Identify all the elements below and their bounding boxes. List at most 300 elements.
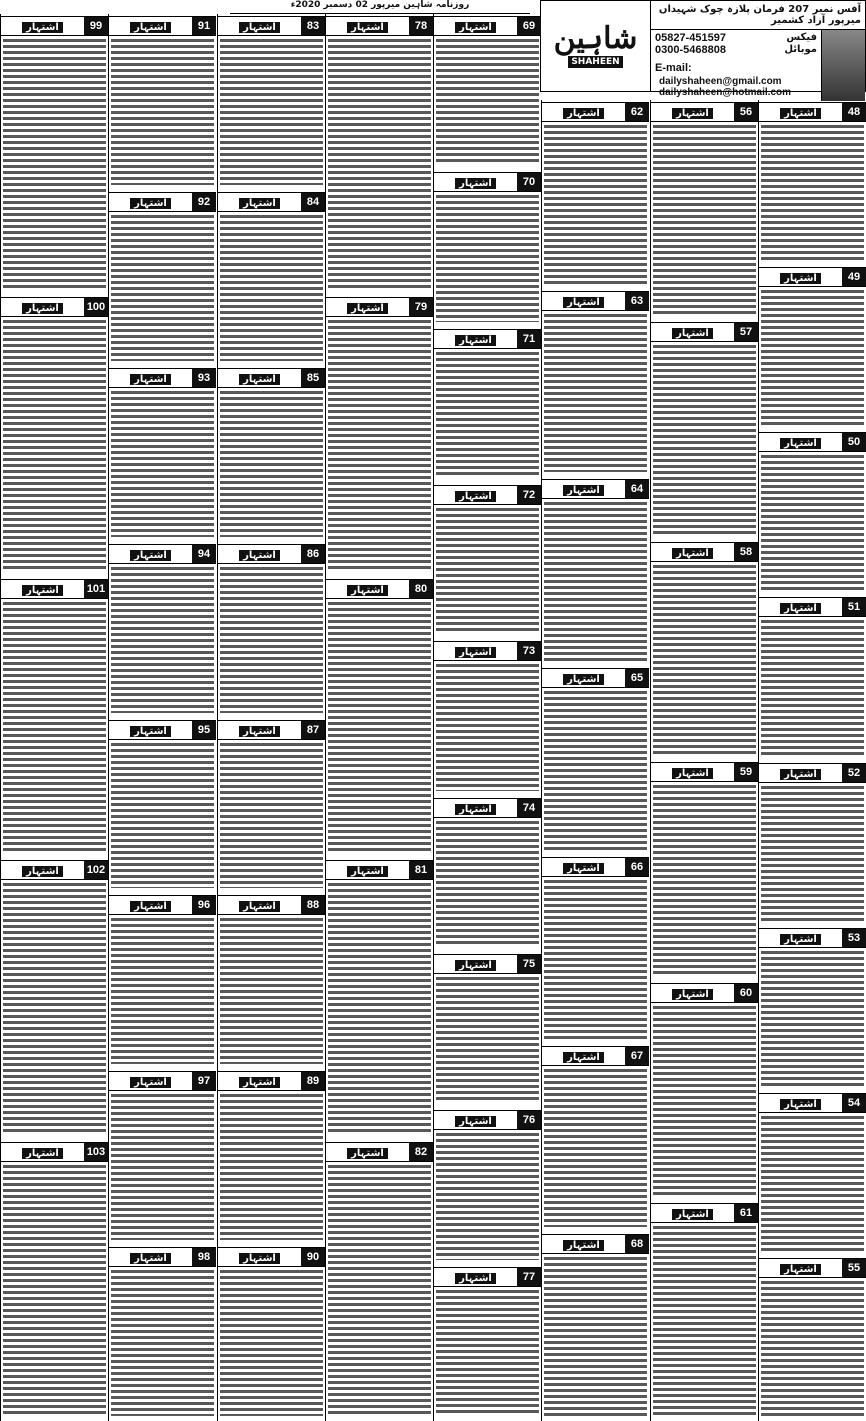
notice-label: اشتہار xyxy=(780,934,821,945)
mobile-row xyxy=(655,44,817,56)
notice-label: اشتہار xyxy=(563,674,604,685)
notice-header xyxy=(218,544,325,564)
notice-number: 72 xyxy=(517,486,541,504)
notice-body-text xyxy=(328,883,431,1134)
notice-header xyxy=(326,860,433,880)
notice-body-text xyxy=(761,620,864,755)
notice-label: اشتہار xyxy=(455,960,496,971)
notice-title xyxy=(109,547,192,561)
notice-label: اشتہار xyxy=(347,303,388,314)
notice-title xyxy=(759,1096,842,1110)
notice-title xyxy=(109,195,192,209)
notice-body-text xyxy=(544,502,647,661)
notice-body-text xyxy=(328,1165,431,1416)
notice-number: 67 xyxy=(625,1047,649,1065)
notice-body-text xyxy=(544,314,647,473)
notice-number: 58 xyxy=(734,543,758,561)
notice-number: 95 xyxy=(192,721,216,739)
notice-number: 94 xyxy=(192,545,216,563)
notice-label: اشتہار xyxy=(239,726,280,737)
notice-header xyxy=(759,432,866,452)
notice-label: اشتہار xyxy=(130,198,171,209)
notice-body-text xyxy=(111,391,214,537)
notice-label: اشتہار xyxy=(347,585,388,596)
notice-block xyxy=(1,858,108,1139)
notice-label: اشتہار xyxy=(455,22,496,33)
notice-title xyxy=(109,1074,192,1088)
notice-number: 53 xyxy=(842,929,866,947)
notice-body-text xyxy=(761,1116,864,1251)
notice-body-text xyxy=(653,1006,756,1196)
notice-body-text xyxy=(220,215,323,361)
notice-header xyxy=(218,1071,325,1091)
notice-title xyxy=(109,19,192,33)
notice-number: 88 xyxy=(301,896,325,914)
notice-number: 63 xyxy=(625,292,649,310)
notice-block xyxy=(434,1265,541,1421)
notice-number: 52 xyxy=(842,764,866,782)
notice-body-text xyxy=(220,39,323,185)
notice-block xyxy=(326,858,433,1139)
notice-label: اشتہار xyxy=(347,866,388,877)
notice-header xyxy=(759,1093,866,1113)
notice-block xyxy=(542,289,649,478)
email-list xyxy=(655,75,817,99)
notice-header xyxy=(434,329,541,349)
notice-block xyxy=(218,1069,325,1245)
notice-block xyxy=(651,540,758,760)
notice-block xyxy=(434,639,541,795)
office-address: آفس نمبر 207 فرمان پلازہ چوک شہیداں میرپور آزاد کشمیر xyxy=(651,1,865,30)
notice-header xyxy=(109,720,216,740)
notice-number: 56 xyxy=(734,103,758,121)
notice-label: اشتہار xyxy=(563,108,604,119)
contact-body xyxy=(651,30,865,101)
notice-body-text xyxy=(220,391,323,537)
notice-block xyxy=(651,760,758,980)
notice-title xyxy=(651,1206,734,1220)
notice-title xyxy=(651,325,734,339)
notice-number: 66 xyxy=(625,858,649,876)
notice-number: 54 xyxy=(842,1094,866,1112)
notice-header xyxy=(542,857,649,877)
notice-title xyxy=(651,986,734,1000)
notice-header xyxy=(542,479,649,499)
notice-block xyxy=(759,595,866,760)
notice-header xyxy=(651,983,758,1003)
notice-title xyxy=(109,371,192,385)
notice-title xyxy=(434,332,517,346)
mobile-label: موبائل xyxy=(784,44,817,55)
notice-title xyxy=(759,600,842,614)
notice-body-text xyxy=(328,320,431,571)
notice-block xyxy=(434,327,541,483)
notice-title xyxy=(1,582,84,596)
notice-header xyxy=(1,297,108,317)
notice-title xyxy=(434,19,517,33)
notice-header xyxy=(542,1234,649,1254)
notice-number: 83 xyxy=(301,17,325,35)
notice-header xyxy=(651,1203,758,1223)
notice-header xyxy=(109,1247,216,1267)
notice-body-text xyxy=(111,39,214,185)
notice-header xyxy=(1,1142,108,1162)
notice-title xyxy=(1,863,84,877)
phone-row xyxy=(655,32,817,44)
notice-title xyxy=(326,582,409,596)
notice-title xyxy=(542,1237,625,1251)
notice-title xyxy=(542,1049,625,1063)
notice-title xyxy=(759,766,842,780)
notice-number: 81 xyxy=(409,861,433,879)
notice-title xyxy=(434,644,517,658)
notice-label: اشتہار xyxy=(563,1240,604,1251)
notice-number: 86 xyxy=(301,545,325,563)
notice-number: 70 xyxy=(517,173,541,191)
notice-column xyxy=(650,100,758,1421)
notice-number: 84 xyxy=(301,193,325,211)
notice-label: اشتہار xyxy=(563,863,604,874)
notice-label: اشتہار xyxy=(672,548,713,559)
notice-label: اشتہار xyxy=(563,1052,604,1063)
notice-header xyxy=(1,579,108,599)
notice-title xyxy=(218,898,301,912)
notice-body-text xyxy=(761,455,864,590)
notice-block xyxy=(434,170,541,326)
notice-body-text xyxy=(544,880,647,1039)
notice-body-text xyxy=(220,743,323,889)
notice-body-text xyxy=(436,977,539,1103)
notice-block xyxy=(109,366,216,542)
notice-block xyxy=(109,1245,216,1421)
notice-header xyxy=(109,1071,216,1091)
notice-header xyxy=(759,763,866,783)
notice-body-text xyxy=(3,320,106,571)
notice-title xyxy=(651,545,734,559)
notice-title xyxy=(218,1250,301,1264)
notice-column xyxy=(541,100,649,1421)
notice-label: اشتہار xyxy=(130,22,171,33)
notice-title xyxy=(326,1145,409,1159)
notice-label: اشتہار xyxy=(672,768,713,779)
notice-body-text xyxy=(761,786,864,921)
notice-label: اشتہار xyxy=(780,1264,821,1275)
notice-block xyxy=(109,893,216,1069)
notice-body-text xyxy=(436,664,539,790)
notice-label: اشتہار xyxy=(455,804,496,815)
notice-title xyxy=(434,801,517,815)
notice-number: 75 xyxy=(517,955,541,973)
notice-header xyxy=(326,1142,433,1162)
notice-body-text xyxy=(111,1270,214,1416)
notice-header xyxy=(542,102,649,122)
notice-label: اشتہار xyxy=(780,603,821,614)
notice-label: اشتہار xyxy=(672,1209,713,1220)
dateline: روزنامہ شاہین میرپور 02 دسمبر 2020ء xyxy=(230,0,530,14)
notice-header xyxy=(218,368,325,388)
notice-label: اشتہار xyxy=(455,1116,496,1127)
notice-block xyxy=(218,366,325,542)
notice-body-text xyxy=(111,215,214,361)
notice-header xyxy=(759,1258,866,1278)
notice-number: 60 xyxy=(734,984,758,1002)
notice-label: اشتہار xyxy=(239,374,280,385)
notice-body-text xyxy=(436,352,539,478)
notice-number: 55 xyxy=(842,1259,866,1277)
notice-block xyxy=(651,1201,758,1421)
notice-title xyxy=(109,898,192,912)
notice-number: 51 xyxy=(842,598,866,616)
logo-latin: SHAHEEN xyxy=(568,56,622,68)
notice-title xyxy=(759,1261,842,1275)
notice-block xyxy=(759,1091,866,1256)
notice-header xyxy=(109,544,216,564)
notice-header xyxy=(542,291,649,311)
notice-title xyxy=(218,19,301,33)
notice-body-text xyxy=(653,785,756,975)
notice-number: 89 xyxy=(301,1072,325,1090)
notice-body-text xyxy=(653,565,756,755)
notice-label: اشتہار xyxy=(455,491,496,502)
notice-body-text xyxy=(761,290,864,425)
notice-body-text xyxy=(436,1133,539,1259)
notice-header xyxy=(218,895,325,915)
notice-number: 91 xyxy=(192,17,216,35)
notice-block xyxy=(218,190,325,366)
notice-header xyxy=(109,895,216,915)
notice-body-text xyxy=(544,1257,647,1416)
email-label: E-mail: xyxy=(655,62,692,74)
phone-label: فیکس xyxy=(786,32,817,43)
notice-title xyxy=(218,195,301,209)
notice-label: اشتہار xyxy=(130,726,171,737)
notice-header xyxy=(109,192,216,212)
notice-label: اشتہار xyxy=(780,438,821,449)
notice-column xyxy=(217,14,325,1421)
notice-label: اشتہار xyxy=(22,1148,63,1159)
notice-number: 96 xyxy=(192,896,216,914)
notice-number: 79 xyxy=(409,298,433,316)
notice-body-text xyxy=(111,1094,214,1240)
notice-number: 103 xyxy=(84,1143,108,1161)
notice-number: 74 xyxy=(517,799,541,817)
notice-number: 98 xyxy=(192,1248,216,1266)
notice-block xyxy=(1,1140,108,1421)
masthead xyxy=(540,0,866,98)
notice-header xyxy=(434,1110,541,1130)
notice-title xyxy=(542,294,625,308)
notice-header xyxy=(759,928,866,948)
notice-label: اشتہار xyxy=(130,901,171,912)
notice-header xyxy=(759,597,866,617)
notice-block xyxy=(434,14,541,170)
notice-block xyxy=(651,981,758,1201)
notice-label: اشتہار xyxy=(672,108,713,119)
notice-label: اشتہار xyxy=(22,866,63,877)
notice-body-text xyxy=(761,125,864,260)
notice-number: 92 xyxy=(192,193,216,211)
logo-script: شاہین xyxy=(553,21,638,56)
notice-title xyxy=(1,1145,84,1159)
notice-number: 82 xyxy=(409,1143,433,1161)
notice-title xyxy=(326,300,409,314)
notice-label: اشتہار xyxy=(347,1148,388,1159)
notice-number: 100 xyxy=(84,298,108,316)
notice-block xyxy=(542,1232,649,1421)
notice-label: اشتہار xyxy=(239,22,280,33)
notice-block xyxy=(109,542,216,718)
notice-header xyxy=(434,485,541,505)
notice-block xyxy=(542,855,649,1044)
notice-header xyxy=(218,16,325,36)
notice-title xyxy=(326,19,409,33)
notice-body-text xyxy=(328,39,431,290)
notice-header xyxy=(434,954,541,974)
email-address: dailyshaheen@gmail.com xyxy=(659,76,782,87)
notice-body-text xyxy=(436,39,539,165)
email-address: dailyshaheen@hotmail.com xyxy=(659,87,792,98)
notice-block xyxy=(218,542,325,718)
notice-title xyxy=(218,1074,301,1088)
notice-body-text xyxy=(544,1069,647,1228)
notice-header xyxy=(109,16,216,36)
notice-number: 61 xyxy=(734,1204,758,1222)
notice-number: 99 xyxy=(84,17,108,35)
notice-block xyxy=(542,477,649,666)
notice-label: اشتہار xyxy=(22,22,63,33)
notice-label: اشتہار xyxy=(455,1273,496,1284)
notice-number: 85 xyxy=(301,369,325,387)
notice-block xyxy=(326,14,433,295)
notice-number: 76 xyxy=(517,1111,541,1129)
notice-title xyxy=(218,371,301,385)
notice-body-text xyxy=(111,918,214,1064)
notice-label: اشتہار xyxy=(455,335,496,346)
notice-label: اشتہار xyxy=(563,297,604,308)
notice-body-text xyxy=(3,883,106,1134)
notice-block xyxy=(759,1256,866,1421)
notice-block xyxy=(759,761,866,926)
notice-header xyxy=(651,762,758,782)
notice-block xyxy=(109,190,216,366)
notice-block xyxy=(1,577,108,858)
notice-body-text xyxy=(653,345,756,535)
notice-label: اشتہار xyxy=(130,1253,171,1264)
mobile-number: 0300-5468808 xyxy=(655,44,726,56)
notice-header xyxy=(218,720,325,740)
notice-block xyxy=(651,320,758,540)
notice-title xyxy=(434,488,517,502)
notice-block xyxy=(1,295,108,576)
notice-label: اشتہار xyxy=(780,108,821,119)
notice-body-text xyxy=(761,951,864,1086)
notice-title xyxy=(1,19,84,33)
notice-number: 62 xyxy=(625,103,649,121)
notice-header xyxy=(434,1267,541,1287)
notice-body-text xyxy=(544,125,647,284)
notice-title xyxy=(542,482,625,496)
notice-body-text xyxy=(436,1290,539,1416)
notice-number: 87 xyxy=(301,721,325,739)
notice-number: 90 xyxy=(301,1248,325,1266)
notice-title xyxy=(759,931,842,945)
notice-body-text xyxy=(653,125,756,315)
notice-block xyxy=(326,1140,433,1421)
notice-block xyxy=(218,1245,325,1421)
notice-body-text xyxy=(111,743,214,889)
notice-label: اشتہار xyxy=(130,374,171,385)
notice-label: اشتہار xyxy=(239,550,280,561)
notice-block xyxy=(651,100,758,320)
notice-label: اشتہار xyxy=(780,769,821,780)
notice-block xyxy=(542,1044,649,1233)
notice-number: 69 xyxy=(517,17,541,35)
notice-body-text xyxy=(220,1094,323,1240)
notice-label: اشتہار xyxy=(347,22,388,33)
notice-title xyxy=(542,671,625,685)
notice-number: 101 xyxy=(84,580,108,598)
notice-header xyxy=(759,267,866,287)
notice-body-text xyxy=(653,1226,756,1416)
notice-body-text xyxy=(328,602,431,853)
notice-header xyxy=(326,16,433,36)
notice-label: اشتہار xyxy=(455,178,496,189)
notice-header xyxy=(218,1247,325,1267)
notice-block xyxy=(759,926,866,1091)
notice-title xyxy=(434,1270,517,1284)
notice-header xyxy=(651,322,758,342)
notice-label: اشتہار xyxy=(672,328,713,339)
notice-number: 49 xyxy=(842,268,866,286)
notice-header xyxy=(542,668,649,688)
notice-label: اشتہار xyxy=(455,647,496,658)
notice-header xyxy=(434,172,541,192)
notice-label: اشتہار xyxy=(239,1077,280,1088)
notice-number: 59 xyxy=(734,763,758,781)
notice-body-text xyxy=(436,508,539,634)
notice-block xyxy=(434,952,541,1108)
logo xyxy=(541,1,651,91)
notice-number: 57 xyxy=(734,323,758,341)
notice-title xyxy=(651,105,734,119)
notice-body-text xyxy=(220,567,323,713)
notice-number: 68 xyxy=(625,1235,649,1253)
notice-title xyxy=(759,270,842,284)
notice-title xyxy=(109,723,192,737)
notice-block xyxy=(218,893,325,1069)
notice-number: 50 xyxy=(842,433,866,451)
notice-body-text xyxy=(436,821,539,947)
notice-number: 48 xyxy=(842,103,866,121)
notice-block xyxy=(218,14,325,190)
notice-header xyxy=(326,579,433,599)
notice-title xyxy=(326,863,409,877)
notice-block xyxy=(109,1069,216,1245)
notice-block xyxy=(542,666,649,855)
notice-label: اشتہار xyxy=(130,1077,171,1088)
notice-title xyxy=(759,105,842,119)
notice-block xyxy=(326,295,433,576)
notice-header xyxy=(434,641,541,661)
notice-number: 73 xyxy=(517,642,541,660)
notice-block xyxy=(759,265,866,430)
notice-block xyxy=(326,577,433,858)
notice-body-text xyxy=(220,1270,323,1416)
notice-body-text xyxy=(3,602,106,853)
notice-label: اشتہار xyxy=(239,1253,280,1264)
notice-column xyxy=(0,14,108,1421)
notice-header xyxy=(326,297,433,317)
